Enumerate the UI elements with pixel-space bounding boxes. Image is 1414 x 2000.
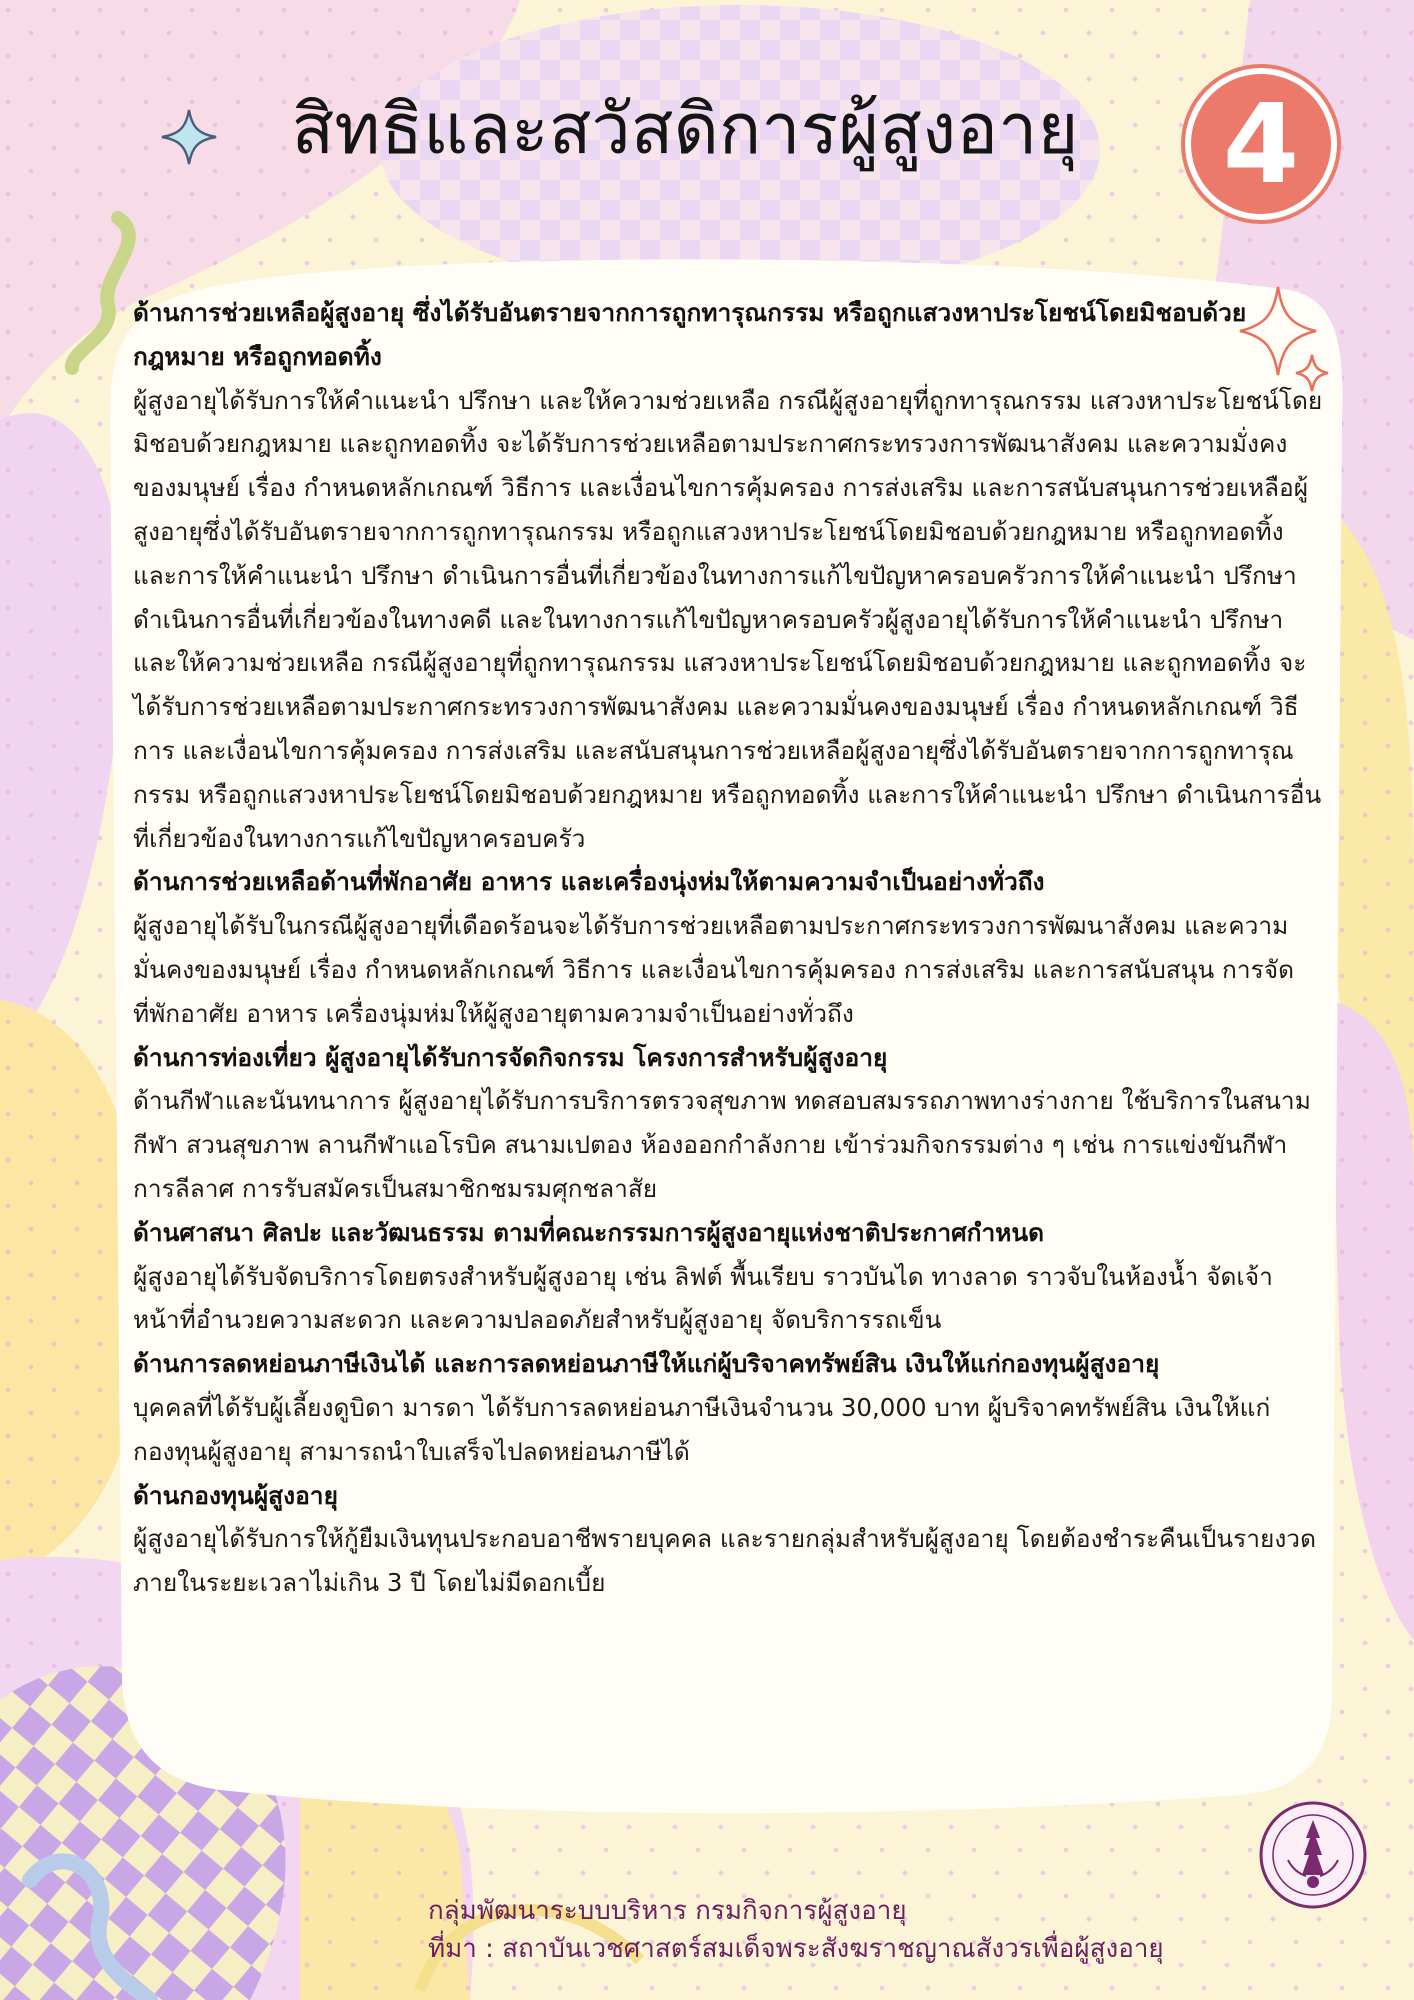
page-title: สิทธิและสวัสดิการผู้สูงอายุ — [291, 88, 1079, 170]
section-heading: ด้านการลดหย่อนภาษีเงินได้ และการลดหย่อนภาษีให้แก่ผู้บริจาคทรัพย์สิน เงินให้แก่กองทุนผู้สูงอายุ — [133, 1349, 1160, 1379]
section-heading: ด้านกองทุนผู้สูงอายุ — [133, 1480, 338, 1510]
section-body: ผู้สูงอายุได้รับในกรณีผู้สูงอายุที่เดือดร้อนจะได้รับการช่วยเหลือตามประกาศกระทรวงการพัฒนาสังคม และความมั่นคงของมนุษย์ เรื่อง กำหนดหลักเกณฑ์ วิธีการ และเงื่อนไขการคุ้มครอง การส่งเสริม และการสนับสนุน การจัดที่พักอาศัย อาหาร เครื่องนุ่มห่มให้ผู้สูงอายุตามความจำเป็นอย่างทั่วถึง — [133, 911, 1295, 1028]
section-body: ผู้สูงอายุได้รับจัดบริการโดยตรงสำหรับผู้สูงอายุ เช่น ลิฟต์ พื้นเรียบ ราวบันได ทางลาด ราวจับในห้องน้ำ จัดเจ้าหน้าที่อำนวยความสะดวก และความปลอดภัยสำหรับผู้สูงอายุ จัดบริการรถเข็น — [133, 1261, 1273, 1335]
section-body: ด้านกีฬาและนันทนาการ ผู้สูงอายุได้รับการบริการตรวจสุขภาพ ทดสอบสมรรถภาพทางร่างกาย ใช้บริการในสนามกีฬา สวนสุขภาพ ลานกีฬาแอโรบิค สนามเปตอง ห้องออกกำลังกาย เข้าร่วมกิจกรรมต่าง ๆ เช่น การแข่งขันกีฬา การลีลาศ การรับสมัครเป็นสมาชิกชมรมศุกชลาสัย — [133, 1086, 1311, 1203]
section-heading: ด้านการช่วยเหลือด้านที่พักอาศัย อาหาร และเครื่องนุ่งห่มให้ตามความจำเป็นอย่างทั่วถึง — [133, 867, 1045, 897]
footer-source: ที่มา : สถาบันเวชศาสตร์สมเด็จพระสังฆราชญาณสังวรเพื่อผู้สูงอายุ — [428, 1934, 1164, 1964]
content-body — [133, 291, 1323, 1605]
footer-department: กลุ่มพัฒนาระบบบริหาร กรมกิจการผู้สูงอายุ — [428, 1896, 907, 1926]
section-body: ผู้สูงอายุได้รับการให้คำแนะนำ ปรึกษา และให้ความช่วยเหลือ กรณีผู้สูงอายุที่ถูกทารุณกรรม แสวงหาประโยชน์โดยมิชอบด้วยกฎหมาย และถูกทอดทิ้ง จะได้รับการช่วยเหลือตามประกาศกระทรวงการพัฒนาสังคม และความมั่งคงของมนุษย์ เรื่อง กำหนดหลักเกณฑ์ วิธีการ และเงื่อนไขการคุ้มครอง การส่งเสริม และการสนับสนุนการช่วยเหลือผู้สูงอายุซึ่งได้รับอันตรายจากการถูกทารุณกรรม หรือถูกแสวงหาประโยชน์โดยมิชอบด้วยกฎหมาย หรือถูกทอดทิ้ง และการให้คำแนะนำ ปรึกษา ดำเนินการอื่นที่เกี่ยวข้องในทางการแก้ไขปัญหาครอบครัวการให้คำแนะนำ ปรึกษา ดำเนินการอื่นที่เกี่ยวข้องในทางคดี และในทางการแก้ไขปัญหาครอบครัวผู้สูงอายุได้รับการให้คำแนะนำ ปรึกษา และให้ความช่วยเหลือ กรณีผู้สูงอายุที่ถูกทารุณกรรม แสวงหาประโยชน์โดยมิชอบด้วยกฎหมาย และถูกทอดทิ้ง จะได้รับการช่วยเหลือตามประกาศกระทรวงการพัฒนาสังคม และความมั่นคงของมนุษย์ เรื่อง กำหนดหลักเกณฑ์ วิธีการ และเงื่อนไขการคุ้มครอง การส่งเสริม และสนับสนุนการช่วยเหลือผู้สูงอายุซึ่งได้รับอันตรายจากการถูกทารุณกรรม หรือถูกแสวงหาประโยชน์โดยมิชอบด้วยกฎหมาย หรือถูกทอดทิ้ง และการให้คำแนะนำ ปรึกษา ดำเนินการอื่นที่เกี่ยวข้องในทางการแก้ไขปัญหาครอบครัว — [133, 385, 1323, 853]
section-heading: ด้านการช่วยเหลือผู้สูงอายุ ซึ่งได้รับอันตรายจากการถูกทารุณกรรม หรือถูกแสวงหาประโยชน์โดยมิชอบด้วยกฎหมาย หรือถูกทอดทิ้ง — [133, 298, 1247, 371]
sparkle-icon — [160, 108, 218, 166]
section-heading: ด้านการท่องเที่ยว ผู้สูงอายุได้รับการจัดกิจกรรม โครงการสำหรับผู้สูงอายุ — [133, 1042, 888, 1072]
page-number-badge — [1185, 68, 1337, 220]
footer — [428, 1892, 1388, 1968]
badge-number: 4 — [1222, 80, 1300, 208]
section-body: ผู้สูงอายุได้รับการให้กู้ยืมเงินทุนประกอบอาชีพรายบุคคล และรายกลุ่มสำหรับผู้สูงอายุ โดยต้องชำระคืนเป็นรายงวด ภายในระยะเวลาไม่เกิน 3 ปี โดยไม่มีดอกเบี้ย — [133, 1524, 1316, 1598]
section-body: บุคคลที่ได้รับผู้เลี้ยงดูบิดา มารดา ได้รับการลดหย่อนภาษีเงินจำนวน 30,000 บาท ผู้บริจาคทรัพย์สิน เงินให้แก่กองทุนผู้สูงอายุ สามารถนำใบเสร็จไปลดหย่อนภาษีได้ — [133, 1392, 1271, 1466]
section-heading: ด้านศาสนา ศิลปะ และวัฒนธรรม ตามที่คณะกรรมการผู้สูงอายุแห่งชาติประกาศกำหนด — [133, 1217, 1045, 1247]
